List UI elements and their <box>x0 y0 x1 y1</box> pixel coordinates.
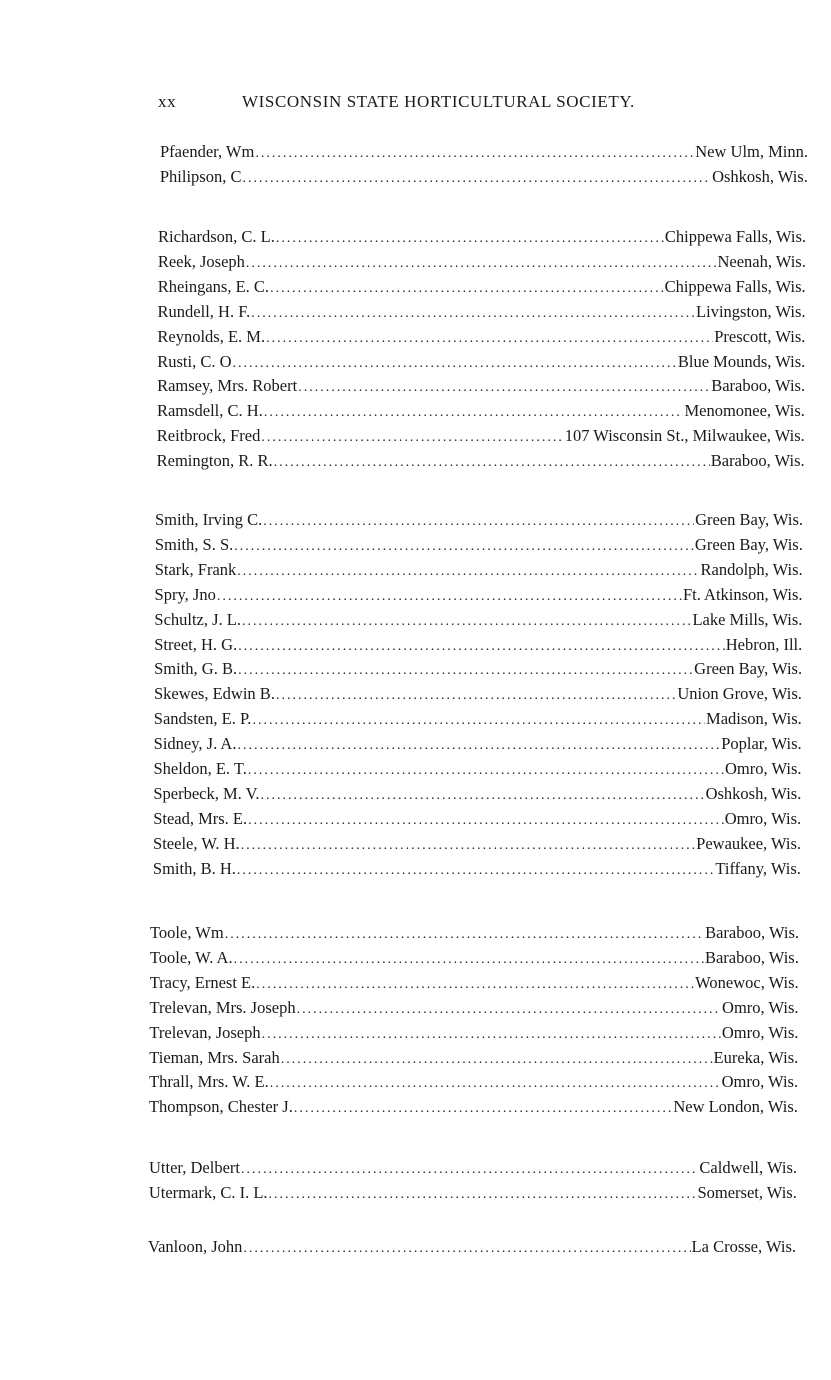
member-entry <box>153 782 801 806</box>
member-name: Rheingans, E. C. <box>157 276 270 296</box>
member-name: Tieman, Mrs. Sarah <box>149 1047 280 1067</box>
member-name: Sidney, J. A. <box>153 734 237 754</box>
member-location: Green Bay, Wis. <box>695 510 803 529</box>
dot-leader <box>255 142 694 166</box>
member-entry <box>160 140 808 164</box>
member-location: Green Bay, Wis. <box>694 659 803 679</box>
member-location: Oshkosh, Wis. <box>712 166 808 186</box>
member-entry <box>149 1046 798 1070</box>
member-name: Sperbeck, M. V. <box>153 783 260 803</box>
dot-leader <box>241 834 695 858</box>
member-name: Trelevan, Mrs. Joseph <box>149 997 296 1017</box>
page-number: xx <box>158 92 177 111</box>
member-name: Trelevan, Joseph <box>149 1022 261 1042</box>
member-entry <box>155 533 803 557</box>
member-name: Tracy, Ernest E. <box>149 972 256 992</box>
member-location: Poplar, Wis. <box>721 734 802 754</box>
member-name: Ramsey, Mrs. Robert <box>157 376 298 396</box>
member-location: Eureka, Wis. <box>713 1047 799 1067</box>
member-name: Rundell, H. F. <box>157 301 251 321</box>
member-entry <box>154 707 802 731</box>
member-name: Spry, Jno <box>154 584 216 604</box>
member-name: Reynolds, E. M. <box>157 326 266 346</box>
dot-leader <box>233 352 677 376</box>
dot-leader <box>270 1072 721 1096</box>
member-name: Rusti, C. O <box>157 351 232 371</box>
member-entry <box>160 165 808 189</box>
member-location: Baraboo, Wis. <box>711 376 806 396</box>
member-name: Pfaender, Wm <box>160 142 255 161</box>
member-entry <box>149 1181 797 1205</box>
member-name: Remington, R. R. <box>156 451 273 471</box>
member-location: Tiffany, Wis. <box>715 858 801 878</box>
member-location: Omro, Wis. <box>721 1072 799 1092</box>
dot-leader <box>246 252 717 276</box>
dot-leader <box>264 401 684 425</box>
dot-leader <box>263 510 694 534</box>
member-name: Toole, Wm <box>150 923 224 942</box>
member-location: Lake Mills, Wis. <box>692 609 803 629</box>
member-entry <box>149 1070 798 1094</box>
dot-leader <box>276 227 664 251</box>
dot-leader <box>262 1023 721 1047</box>
member-location: Prescott, Wis. <box>714 326 806 346</box>
dot-leader <box>234 948 704 972</box>
member-location: Oshkosh, Wis. <box>705 783 802 803</box>
dot-leader <box>234 535 694 559</box>
member-location: Menomonee, Wis. <box>684 401 805 421</box>
member-name: Thompson, Chester J. <box>148 1097 293 1117</box>
member-entry <box>148 1235 796 1259</box>
member-location: Baraboo, Wis. <box>705 923 799 942</box>
member-entry <box>154 657 802 681</box>
member-name: Reitbrock, Fred <box>156 426 261 446</box>
member-entry <box>153 832 801 856</box>
dot-leader <box>276 684 676 708</box>
member-name: Utter, Delbert <box>149 1158 240 1177</box>
dot-leader <box>270 277 664 301</box>
dot-leader <box>297 998 721 1022</box>
dot-leader <box>252 709 705 733</box>
member-location: Union Grove, Wis. <box>677 684 802 704</box>
member-entry <box>150 971 799 995</box>
member-location: New London, Wis. <box>673 1097 798 1117</box>
member-location: Blue Mounds, Wis. <box>677 351 806 371</box>
dot-leader <box>281 1048 713 1072</box>
member-entry <box>150 921 799 945</box>
member-entry <box>150 946 799 970</box>
dot-leader <box>243 1237 690 1261</box>
member-entry <box>157 350 805 374</box>
member-location: La Crosse, Wis. <box>691 1237 796 1256</box>
member-entry <box>153 807 801 831</box>
member-name: Reek, Joseph <box>157 251 245 271</box>
member-name: Smith, G. B. <box>154 659 238 679</box>
member-location: Omro, Wis. <box>722 997 799 1017</box>
member-location: Caldwell, Wis. <box>699 1158 797 1177</box>
dot-leader <box>237 734 720 758</box>
member-entry <box>155 583 803 607</box>
member-entry <box>157 374 805 398</box>
member-name: Thrall, Mrs. W. E. <box>149 1072 269 1092</box>
dot-leader <box>274 451 710 475</box>
member-name: Sheldon, E. T. <box>153 759 247 778</box>
member-name: Vanloon, John <box>148 1237 243 1256</box>
member-entry <box>157 449 805 473</box>
member-entry <box>157 424 805 448</box>
running-header <box>158 92 738 116</box>
member-entry <box>155 558 803 582</box>
member-name: Richardson, C. L. <box>158 227 275 246</box>
member-name: Sandsten, E. P. <box>153 709 252 729</box>
dot-leader <box>225 923 704 947</box>
member-location: Neenah, Wis. <box>717 251 806 271</box>
member-location: Pewaukee, Wis. <box>696 833 802 853</box>
member-entry <box>149 1021 798 1045</box>
member-entry <box>149 1095 798 1119</box>
member-location: Green Bay, Wis. <box>694 534 803 554</box>
member-location: Chippewa Falls, Wis. <box>664 227 806 246</box>
dot-leader <box>256 973 694 997</box>
member-location: Madison, Wis. <box>706 709 802 729</box>
member-entry <box>157 325 805 349</box>
member-entry <box>157 399 805 423</box>
member-entry <box>154 682 802 706</box>
dot-leader <box>261 426 563 450</box>
member-entry <box>158 225 806 249</box>
dot-leader <box>294 1097 672 1121</box>
member-name: Schultz, J. L. <box>154 609 242 629</box>
member-location: Omro, Wis. <box>724 808 802 828</box>
member-entry <box>154 608 802 632</box>
member-name: Stead, Mrs. E. <box>153 808 248 828</box>
member-name: Utermark, C. I. L. <box>148 1182 268 1202</box>
dot-leader <box>248 809 724 833</box>
member-entry <box>150 996 799 1020</box>
dot-leader <box>238 635 725 659</box>
member-location: Baraboo, Wis. <box>704 947 799 967</box>
dot-leader <box>238 659 693 683</box>
member-location: Wonewoc, Wis. <box>695 972 799 992</box>
member-location: Livingston, Wis. <box>696 301 806 321</box>
member-name: Skewes, Edwin B. <box>153 684 275 704</box>
member-entry <box>158 300 806 324</box>
member-location: Omro, Wis. <box>721 1022 799 1042</box>
member-location: Hebron, Ill. <box>725 634 803 654</box>
member-location: 107 Wisconsin St., Milwaukee, Wis. <box>564 426 805 446</box>
dot-leader <box>241 1158 698 1182</box>
member-location: Randolph, Wis. <box>700 559 803 579</box>
dot-leader <box>261 784 705 808</box>
member-location: Somerset, Wis. <box>697 1182 797 1202</box>
member-location: Omro, Wis. <box>725 759 802 778</box>
member-location: Chippewa Falls, Wis. <box>664 276 806 296</box>
member-entry <box>158 275 806 299</box>
member-location: New Ulm, Minn. <box>695 142 808 161</box>
member-name: Steele, W. H. <box>153 833 240 853</box>
member-name: Smith, Irving C. <box>155 510 263 529</box>
member-location: Baraboo, Wis. <box>710 451 805 471</box>
member-entry <box>149 1156 797 1180</box>
member-name: Philipson, C <box>159 166 242 186</box>
member-name: Street, H. G. <box>154 634 238 654</box>
member-name: Toole, W. A. <box>149 947 233 967</box>
member-name: Ramsdell, C. H. <box>156 401 263 421</box>
member-name: Stark, Frank <box>154 559 237 579</box>
dot-leader <box>217 585 682 609</box>
member-entry <box>154 757 802 781</box>
member-entry <box>154 732 802 756</box>
member-entry <box>155 508 803 532</box>
dot-leader <box>251 302 695 326</box>
member-name: Smith, S. S. <box>154 534 234 554</box>
member-entry <box>154 633 802 657</box>
member-name: Smith, B. H. <box>152 858 236 878</box>
dot-leader <box>248 759 724 783</box>
member-entry <box>158 250 806 274</box>
member-location: Ft. Atkinson, Wis. <box>682 584 803 604</box>
dot-leader <box>237 859 714 883</box>
dot-leader <box>242 167 711 191</box>
member-entry <box>153 857 801 881</box>
dot-leader <box>269 1183 697 1207</box>
dot-leader <box>237 560 699 584</box>
dot-leader <box>298 376 710 400</box>
dot-leader <box>242 610 691 634</box>
page-title: WISCONSIN STATE HORTICULTURAL SOCIETY. <box>242 92 635 111</box>
dot-leader <box>266 327 713 351</box>
